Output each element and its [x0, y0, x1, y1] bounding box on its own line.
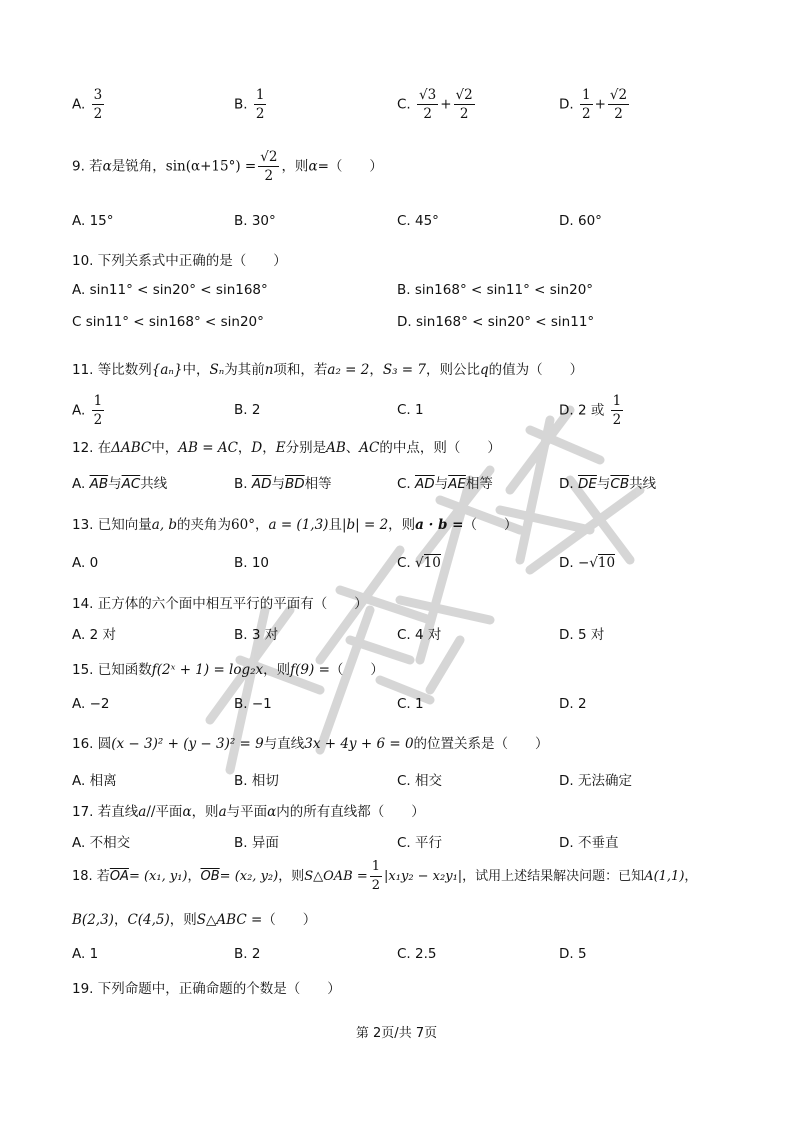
- math: 60°: [231, 517, 255, 533]
- math: α: [182, 804, 192, 820]
- math: = (x₁, y₁): [128, 869, 188, 884]
- text: 相等: [304, 476, 332, 492]
- text: ，试用上述结果解决问题：已知: [462, 869, 645, 884]
- text: ，: [254, 517, 269, 533]
- math: D: [251, 440, 263, 456]
- denominator: 2: [264, 168, 274, 184]
- math: E: [275, 440, 286, 456]
- vector: $\overline{CB}$: [610, 476, 630, 492]
- math: S△OAB =: [304, 869, 368, 884]
- vector: $\overline{OB}$: [200, 869, 220, 884]
- q12-option-d[interactable]: [559, 472, 656, 492]
- q18-stem-line1: [72, 858, 752, 895]
- radicand: 2: [464, 87, 473, 103]
- math: a: [138, 804, 147, 820]
- math: S△ABC =: [196, 912, 263, 928]
- text: 18. 若: [72, 869, 110, 884]
- q15-stem: [72, 658, 752, 678]
- q11-option-c[interactable]: C. 1: [397, 402, 424, 418]
- vector: $\overline{AC}$: [121, 476, 141, 492]
- option-letter: D.: [559, 476, 574, 492]
- radicand: 3: [427, 87, 437, 103]
- math: 3x + 4y + 6 = 0: [304, 736, 414, 752]
- q17-option-b[interactable]: B. 异面: [234, 835, 279, 851]
- q13-stem: [72, 513, 752, 533]
- numerator: 1: [255, 87, 265, 103]
- fraction: $\frac{√2}{2}$: [455, 87, 473, 122]
- q8-option-d[interactable]: [559, 86, 631, 123]
- text: D. 2 或: [559, 402, 605, 419]
- q8-option-b[interactable]: [234, 86, 268, 123]
- q18-stem-line2: [72, 908, 752, 928]
- denominator: 2: [93, 412, 103, 428]
- q12-option-a[interactable]: [72, 472, 167, 492]
- math: n: [264, 362, 274, 378]
- math: //: [146, 804, 156, 820]
- math: |x₁y₂ − x₂y₁|: [384, 869, 463, 884]
- text: 为其前: [224, 362, 265, 378]
- fraction: [92, 86, 105, 123]
- text: 的值为（ ）: [488, 362, 584, 378]
- text: 的中点，则（ ）: [379, 440, 501, 456]
- math: (x − 3)² + (y − 3)² = 9: [111, 736, 264, 752]
- q13-option-b[interactable]: B. 10: [234, 555, 270, 571]
- q10-option-c[interactable]: C sin11° < sin168° < sin20°: [72, 314, 264, 330]
- option-letter: C.: [397, 555, 411, 571]
- text: ，则: [278, 869, 305, 884]
- denominator: 2: [581, 106, 591, 122]
- vector: $\overline{AE}$: [448, 476, 466, 492]
- q10-option-d[interactable]: D. sin168° < sin20° < sin11°: [397, 314, 595, 330]
- text: 12. 在: [72, 440, 112, 456]
- text: 共线: [629, 476, 657, 492]
- math: f(9) =: [290, 662, 330, 678]
- text: ，则公比: [426, 362, 481, 378]
- text: ，则: [169, 912, 197, 928]
- q15-option-b[interactable]: B. −1: [234, 696, 272, 712]
- fraction: [580, 86, 593, 123]
- text: ，则: [191, 804, 219, 820]
- text: 共线: [140, 476, 168, 492]
- q12-stem: [72, 436, 752, 456]
- text: （ ）: [329, 662, 384, 678]
- text: 与: [271, 476, 285, 492]
- q11-option-a[interactable]: [72, 392, 106, 429]
- text: 与直线: [263, 736, 305, 752]
- text: ，则: [263, 662, 291, 678]
- math: A(1,1): [644, 869, 685, 884]
- q13-options: [72, 555, 752, 595]
- text: （ ）: [262, 912, 317, 928]
- q9-option-c[interactable]: C. 45°: [397, 213, 439, 229]
- q8-options: [72, 86, 752, 126]
- text: ，则: [281, 158, 309, 175]
- math: f(2ˣ + 1) = log₂x: [151, 662, 264, 678]
- option-letter: C.: [397, 476, 411, 492]
- math: a₂ = 2: [327, 362, 370, 378]
- denominator: 2: [371, 878, 381, 893]
- math: S₃ = 7: [382, 362, 427, 378]
- option-letter: C.: [397, 96, 411, 113]
- text: =（ ）: [317, 158, 383, 175]
- radicand: 2: [268, 149, 278, 165]
- q18-option-c[interactable]: C. 2.5: [397, 946, 437, 962]
- q16-option-a[interactable]: A. 相离: [72, 773, 117, 789]
- text: ，: [684, 869, 698, 884]
- q8-option-a[interactable]: [72, 86, 106, 123]
- math: a, b: [151, 517, 178, 533]
- text: 中，: [151, 440, 179, 456]
- option-letter: A.: [72, 476, 86, 492]
- math: α: [267, 804, 277, 820]
- q10-option-b[interactable]: B. sin168° < sin11° < sin20°: [397, 282, 594, 298]
- math: AC: [359, 440, 380, 456]
- text: 且: [328, 517, 342, 533]
- radicand: 10: [597, 555, 616, 571]
- q11-options: [72, 392, 752, 432]
- text: 15. 已知函数: [72, 662, 152, 678]
- math: sin(α+15°) =: [165, 158, 257, 175]
- plus-sign: +: [440, 96, 452, 113]
- option-letter: B.: [234, 476, 248, 492]
- option-letter: A.: [72, 96, 86, 113]
- q14-stem: 14. 正方体的六个面中相互平行的平面有（ ）: [72, 596, 368, 612]
- numerator: 1: [93, 393, 103, 409]
- text: 16. 圆: [72, 736, 112, 752]
- numerator: 3: [93, 87, 103, 103]
- vector: $\overline{BD}$: [285, 476, 305, 492]
- q16-option-b[interactable]: B. 相切: [234, 773, 279, 789]
- text: 中，: [182, 362, 210, 378]
- text: 9. 若: [72, 158, 103, 175]
- q11-option-b[interactable]: B. 2: [234, 402, 261, 418]
- q17-option-d[interactable]: D. 不垂直: [559, 835, 619, 851]
- fraction: $\frac{√2}{2}$: [260, 149, 278, 184]
- q9-options: [72, 213, 752, 253]
- fraction: $\frac{√3}{2}$: [419, 87, 437, 122]
- option-letter: D. −: [559, 555, 590, 571]
- text: 与: [434, 476, 449, 492]
- math: α: [308, 158, 318, 175]
- text: 与: [108, 476, 122, 492]
- vector: $\overline{AB}$: [89, 476, 109, 492]
- denominator: 2: [612, 412, 622, 428]
- text: 的夹角为: [177, 517, 232, 533]
- q12-option-b[interactable]: [234, 472, 332, 492]
- fraction: [611, 392, 624, 429]
- numerator: 1: [612, 393, 622, 409]
- math: {aₙ}: [151, 362, 183, 378]
- numerator: 1: [370, 858, 382, 877]
- vector: $\overline{DE}$: [577, 476, 597, 492]
- text: 的位置关系是（ ）: [413, 736, 549, 752]
- math: ΔABC: [111, 440, 152, 456]
- option-letter: D.: [559, 96, 574, 113]
- text: 分别是: [285, 440, 327, 456]
- vector: $\overline{AD}$: [415, 476, 435, 492]
- text: 与平面: [226, 804, 268, 820]
- q15-option-c[interactable]: C. 1: [397, 696, 424, 712]
- option-letter: A.: [72, 402, 86, 419]
- q13-option-c[interactable]: C. √10: [397, 555, 441, 571]
- q10-options-row2: [72, 314, 752, 354]
- vector: $\overline{OA}$: [109, 869, 129, 884]
- numerator: 1: [581, 87, 591, 103]
- text: 17. 若直线: [72, 804, 139, 820]
- denominator: 2: [255, 106, 265, 122]
- q14-option-b[interactable]: B. 3 对: [234, 627, 279, 643]
- q9-stem: [72, 148, 752, 185]
- math: AB = AC: [178, 440, 238, 456]
- q15-options: [72, 696, 752, 736]
- q8-option-c[interactable]: [397, 86, 477, 123]
- q9-option-b[interactable]: B. 30°: [234, 213, 276, 229]
- q18-option-a[interactable]: A. 1: [72, 946, 99, 962]
- plus-sign: +: [594, 96, 606, 113]
- math: AB: [326, 440, 346, 456]
- denominator: 2: [459, 106, 469, 122]
- text: （ ）: [463, 517, 518, 533]
- q16-stem: [72, 732, 752, 752]
- q13-option-d[interactable]: D. −√10: [559, 555, 616, 571]
- text: ，: [262, 440, 276, 456]
- math: α: [102, 158, 112, 175]
- q10-stem: 10. 下列关系式中正确的是（ ）: [72, 253, 287, 269]
- q12-option-c[interactable]: [397, 472, 493, 492]
- math: a: [218, 804, 227, 820]
- q9-option-a[interactable]: A. 15°: [72, 213, 114, 229]
- text: ，: [113, 912, 128, 928]
- text: 、: [345, 440, 360, 456]
- q18-option-b[interactable]: B. 2: [234, 946, 261, 962]
- q14-options: [72, 623, 752, 663]
- text: 11. 等比数列: [72, 362, 152, 378]
- text: ，: [187, 869, 201, 884]
- fraction: [92, 392, 105, 429]
- page-number: 第 2页/共 7页: [355, 1026, 438, 1041]
- fraction: [370, 858, 382, 895]
- q15-option-d[interactable]: D. 2: [559, 696, 587, 712]
- q11-stem: [72, 358, 752, 378]
- radicand: 10: [423, 555, 441, 571]
- math: a = (1,3): [268, 517, 329, 533]
- math: |b| = 2: [341, 517, 389, 533]
- text: 与: [596, 476, 611, 492]
- math: q: [480, 362, 489, 378]
- q19-stem: 19. 下列命题中，正确命题的个数是（ ）: [72, 981, 341, 997]
- text: 项和，若: [273, 362, 328, 378]
- q17-option-c[interactable]: C. 平行: [397, 835, 443, 851]
- math: = (x₂, y₂): [219, 869, 279, 884]
- text: 平面: [155, 804, 183, 820]
- radicand: 2: [618, 87, 628, 103]
- option-letter: B.: [234, 96, 248, 113]
- q18-option-d[interactable]: D. 5: [559, 946, 587, 962]
- q11-option-d[interactable]: [559, 392, 625, 429]
- q17-stem: [72, 800, 752, 820]
- fraction: [254, 86, 267, 123]
- text: 内的所有直线都（ ）: [276, 804, 425, 820]
- q17-option-a[interactable]: A. 不相交: [72, 835, 131, 851]
- fraction: $\frac{√2}{2}$: [609, 87, 628, 122]
- q14-option-c[interactable]: C. 4 对: [397, 627, 442, 643]
- text: 相等: [465, 476, 493, 492]
- math: Sₙ: [209, 362, 225, 378]
- text: 是锐角，: [111, 158, 166, 175]
- denominator: 2: [93, 106, 103, 122]
- vector: $\overline{AD}$: [251, 476, 272, 492]
- q14-option-d[interactable]: D. 5 对: [559, 627, 605, 643]
- math: C(4,5): [127, 912, 170, 928]
- denominator: 2: [423, 106, 432, 122]
- text: ，: [237, 440, 252, 456]
- q10-option-a[interactable]: A. sin11° < sin20° < sin168°: [72, 282, 268, 298]
- q16-option-d[interactable]: D. 无法确定: [559, 773, 632, 789]
- text: ，则: [388, 517, 416, 533]
- q9-option-d[interactable]: D. 60°: [559, 213, 602, 229]
- q14-option-a[interactable]: A. 2 对: [72, 627, 116, 643]
- text: ，: [369, 362, 383, 378]
- q16-option-c[interactable]: C. 相交: [397, 773, 443, 789]
- q12-options: [72, 472, 752, 512]
- q13-option-a[interactable]: A. 0: [72, 555, 99, 571]
- math: B(2,3): [72, 912, 114, 928]
- denominator: 2: [614, 106, 623, 122]
- q15-option-a[interactable]: A. −2: [72, 696, 110, 712]
- math: a · b =: [415, 517, 464, 533]
- text: 13. 已知向量: [72, 517, 152, 533]
